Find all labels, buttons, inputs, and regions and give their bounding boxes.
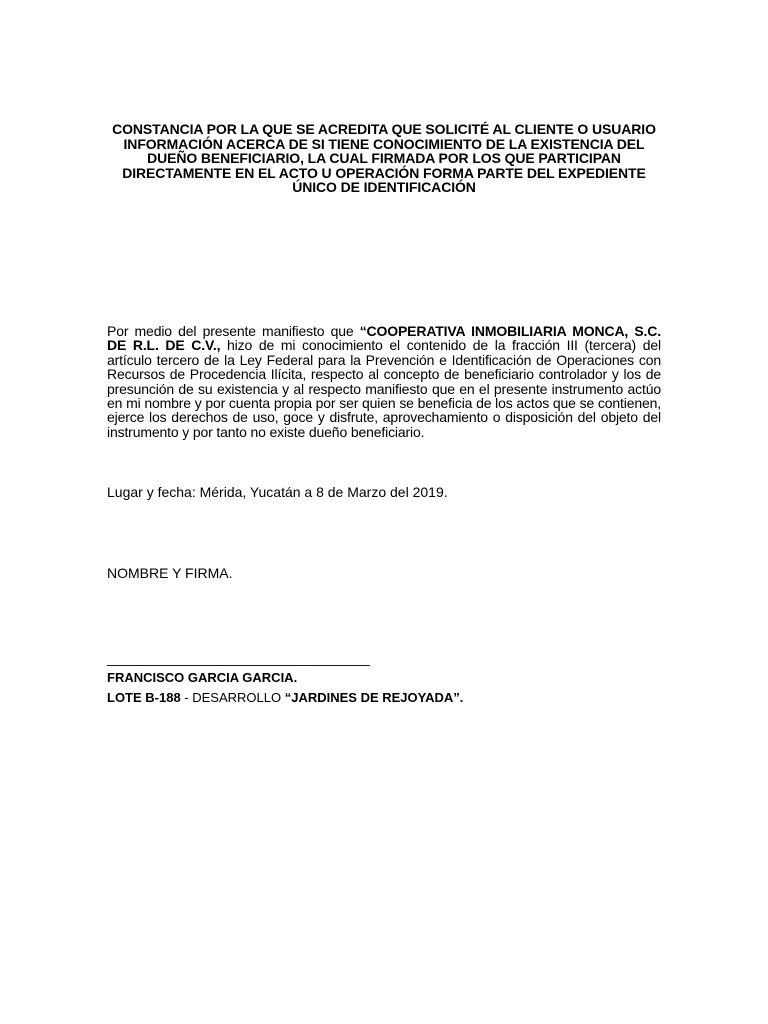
signer-address bbox=[107, 690, 463, 706]
signature-line: ____________________________________ bbox=[107, 650, 370, 666]
development-name: “JARDINES DE REJOYADA”. bbox=[284, 690, 464, 705]
company-name: “COOPERATIVA INMOBILIARIA MONCA, S.C. DE R.L. DE C.V., bbox=[107, 323, 661, 354]
address-separator: - DESARROLLO bbox=[180, 690, 285, 705]
document-title: CONSTANCIA POR LA QUE SE ACREDITA QUE SOLICITÉ AL CLIENTE O USUARIO INFORMACIÓN ACERCA DE SI TIENE CONOCIMIENTO DE LA EXISTENCIA DEL DUEÑO BENEFICIARIO, LA CUAL FIRMADA POR LOS QUE PARTICIPAN DIRECTAMENTE EN EL ACTO U OPERACIÓN FORMA PARTE DEL EXPEDIENTE ÚNICO DE IDENTIFICACIÓN bbox=[112, 121, 656, 195]
declaration-text: hizo de mi conocimiento el contenido de la fracción III (tercera) del artículo tercero de la Ley Federal para la Prevención e Identificación de Operaciones con Recursos de Procedencia Ilícita, respecto al concepto de beneficiario controlador y los de presunción de su existencia y al respecto manifiesto que en el presente instrumento actúo en mi nombre y por cuenta propia por ser quien se beneficia de los actos que se contienen, ejerce los derechos de uso, goce y disfrute, aprovechamiento o disposición del objeto del instrumento y por tanto no existe dueño beneficiario. bbox=[107, 337, 661, 440]
lot-number: LOTE B-188 bbox=[107, 690, 181, 705]
signature-label: NOMBRE Y FIRMA. bbox=[107, 565, 233, 581]
signer-name: FRANCISCO GARCIA GARCIA. bbox=[107, 670, 298, 685]
declaration-intro: Por medio del presente manifiesto que bbox=[107, 323, 360, 339]
place-and-date: Lugar y fecha: Mérida, Yucatán a 8 de Marzo del 2019. bbox=[107, 484, 448, 500]
declaration-paragraph bbox=[107, 324, 661, 439]
